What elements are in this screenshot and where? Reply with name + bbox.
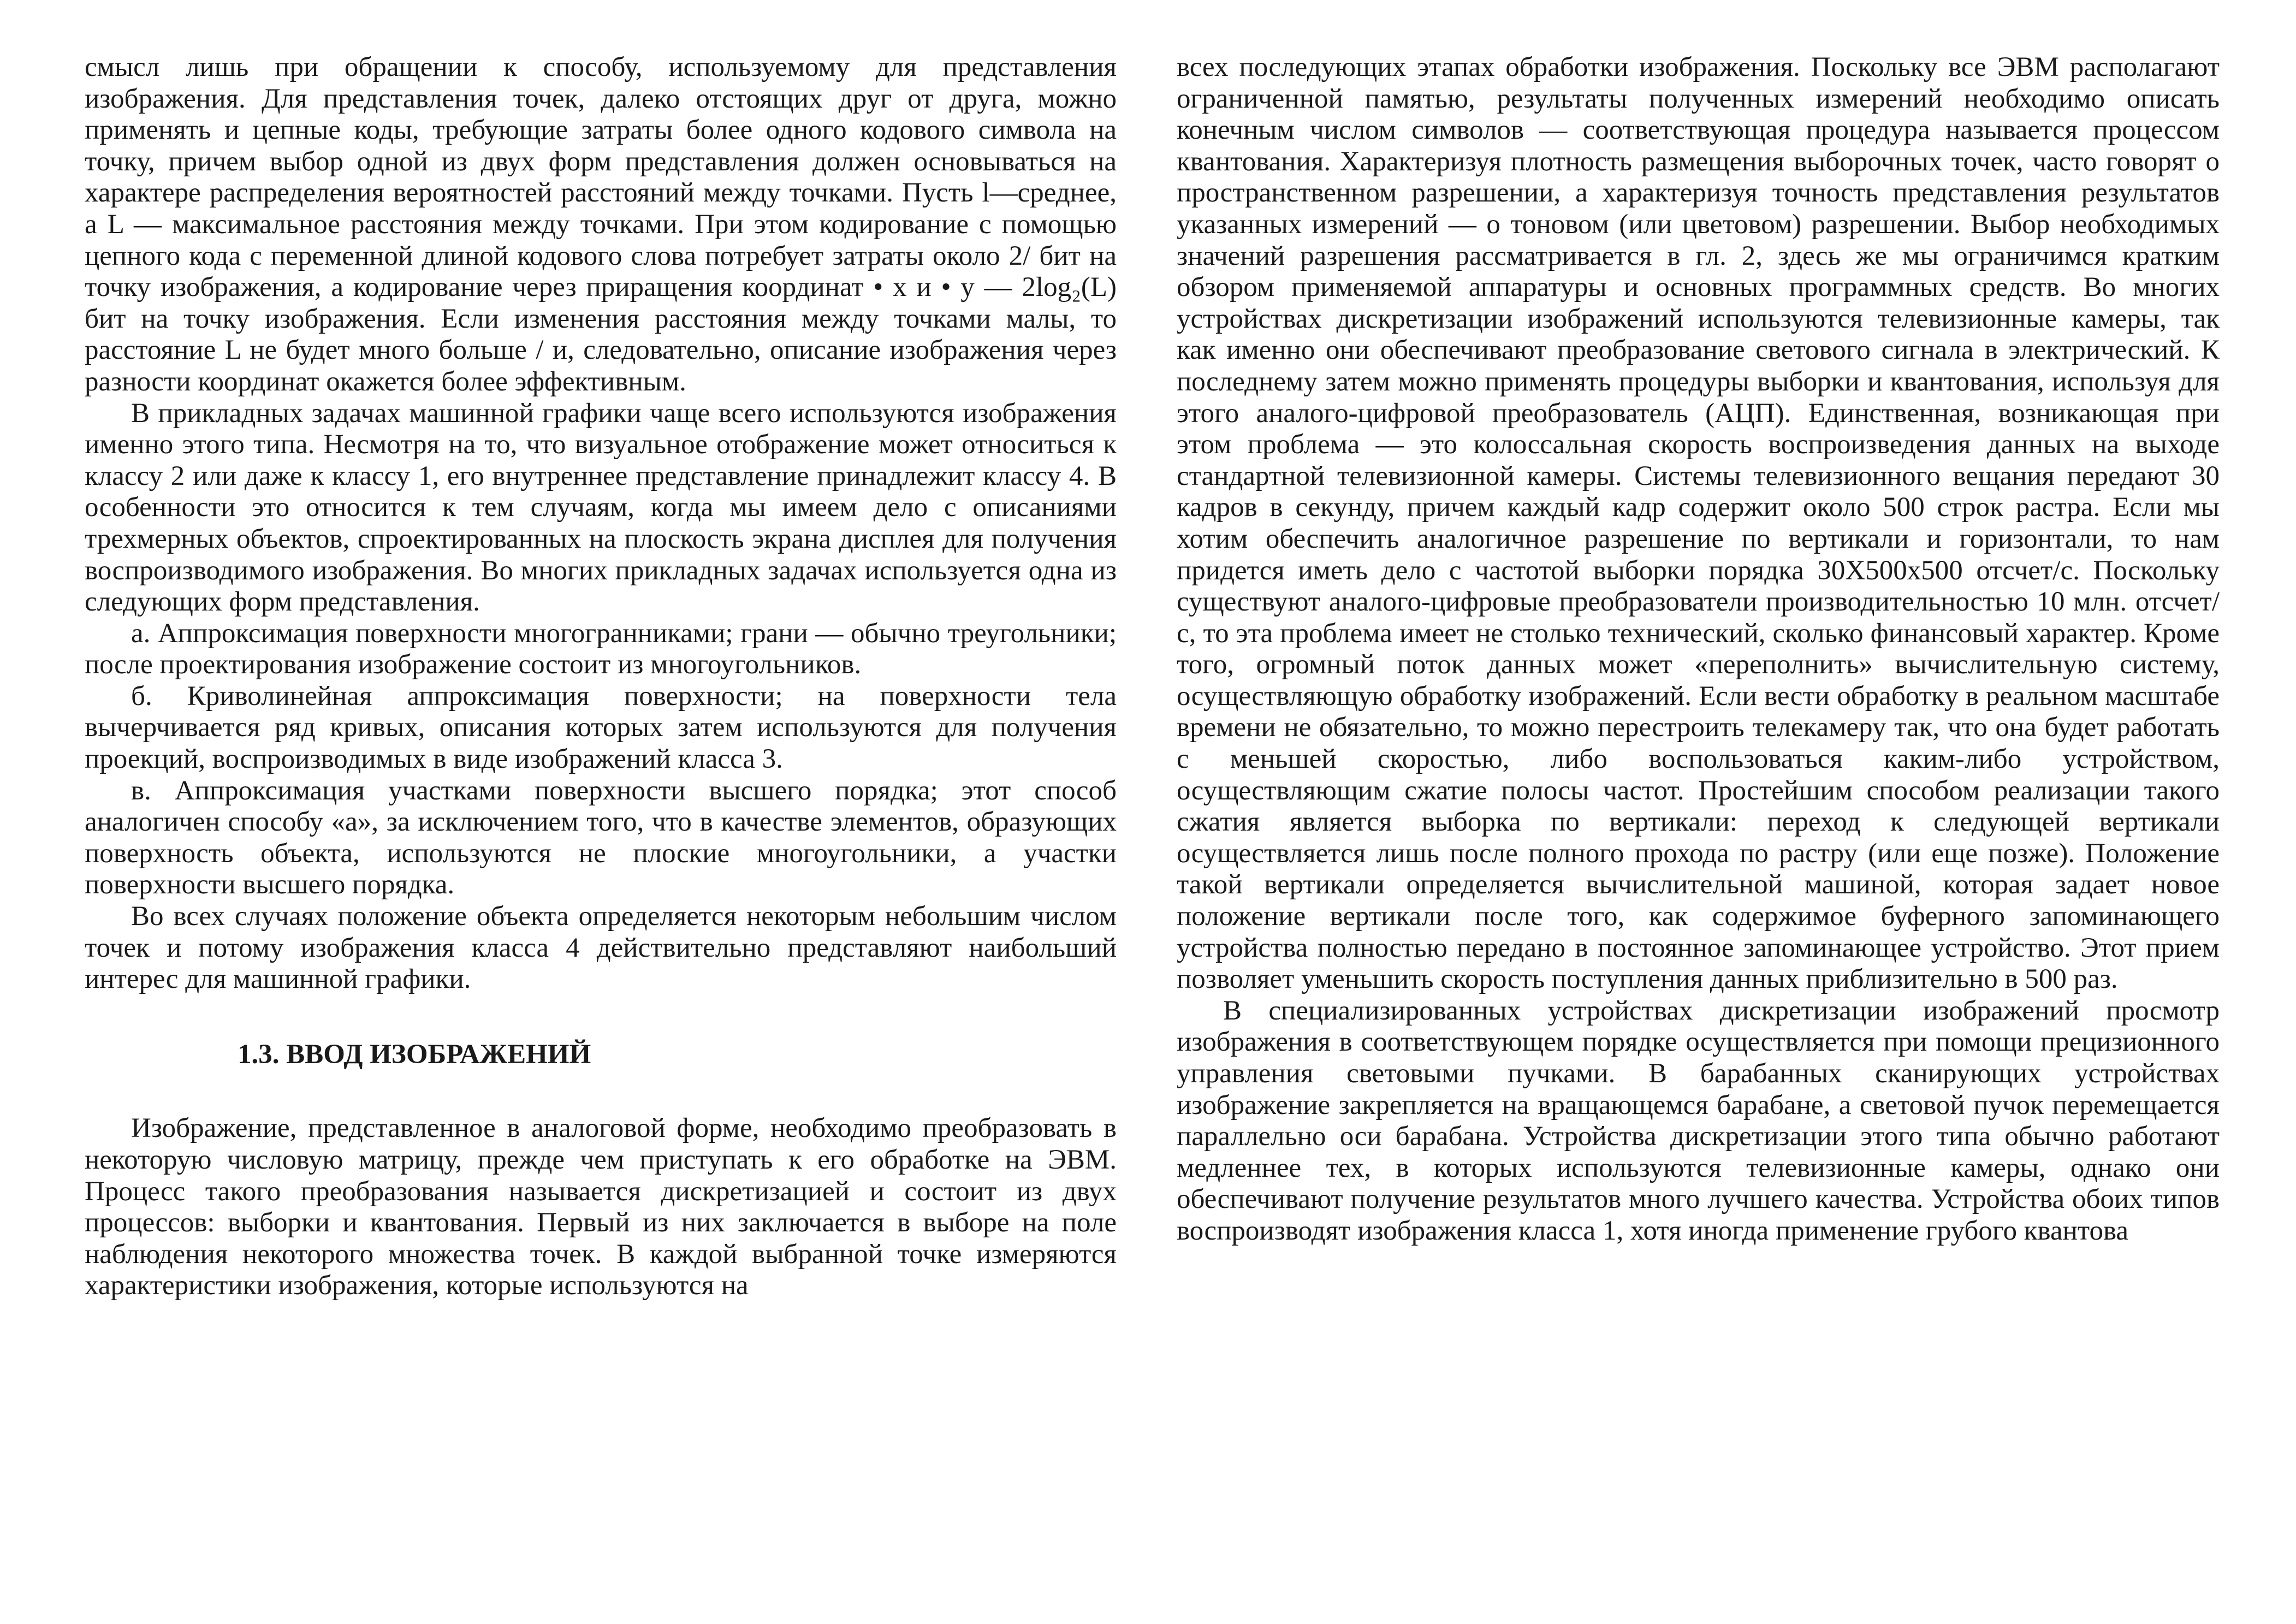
left-column xyxy=(85,52,1117,1302)
paragraph-left-7: Изображение, представленное в аналоговой форме, необходимо преобразовать в некоторую числовую матрицу, прежде чем приступать к его обработке на ЭВМ. Процесс такого преобразования называется дискретизацией и состоит из двух процессов: выборки и квантования. Первый из них заключается в выборе на поле наблюдения некоторого множества точек. В каждой выбранной точке измеряются характеристики изображения, которые используются на xyxy=(85,1113,1117,1301)
list-item-a: а. Аппроксимация поверхности многогранниками; грани — обычно треугольники; после проектирования изображение состоит из многоугольников. xyxy=(85,618,1117,680)
section-heading xyxy=(238,1039,1117,1071)
right-column xyxy=(1177,52,2220,1247)
list-item-b: б. Криволинейная аппроксимация поверхности; на поверхности тела вычерчивается ряд кривых, описания которых затем используются для получения проекций, воспроизводимых в виде изображений класса 3. xyxy=(85,680,1117,775)
paragraph-right-2: В специализированных устройствах дискретизации изображений просмотр изображения в соответствующем порядке осуществляется при помощи прецизионного управления световыми пучками. В барабанных сканирующих устройствах изображение закрепляется на вращающемся барабане, а световой пучок перемещается параллельно оси барабана. Устройства дискретизации этого типа обычно работают медленнее тех, в которых используются телевизионные камеры, однако они обеспечивают получение результатов много лучшего качества. Устройства обоих типов воспроизводят изображения класса 1, хотя иногда применение грубого квантова xyxy=(1177,995,2220,1246)
paragraph-left-6: Во всех случаях положение объекта определяется некоторым небольшим числом точек и потому изображения класса 4 действительно представляют наибольший интерес для машинной графики. xyxy=(85,901,1117,995)
paragraph-left-2: В прикладных задачах машинной графики чаще всего используются изображения именно этого типа. Несмотря на то, что визуальное отображение может относиться к классу 2 или даже к классу 1, его внутреннее представление принадлежит классу 4. В особенности это относится к тем случаям, когда мы имеем дело с описаниями трехмерных объектов, спроектированных на плоскость экрана дисплея для получения воспроизводимого изображения. Во многих прикладных задачах используется одна из следующих форм представления. xyxy=(85,398,1117,618)
paragraph-left-1: смысл лишь при обращении к способу, используемому для представления изображения. Для представления точек, далеко отстоящих друг от друга, можно применять и цепные коды, требующие затраты более одного кодового символа на точку, причем выбор одной из двух форм представления должен основываться на характере распределения вероятностей расстояний между точками. Пусть l—среднее, а L — максимальное расстояния между точками. При этом кодирование с помощью цепного кода с переменной длиной кодового слова потребует затраты около 2/ бит на точку изображения, а кодирование через приращения координат • x и • y — 2log₂(L) бит на точку изображения. Если изменения расстояния между точками малы, то расстояние L не будет много больше / и, следовательно, описание изображения через разности координат окажется более эффективным. xyxy=(85,52,1117,397)
section-heading-text: 1.3. ВВОД ИЗОБРАЖЕНИЙ xyxy=(238,1039,591,1070)
list-item-c: в. Аппроксимация участками поверхности высшего порядка; этот способ аналогичен способу «а», за исключением того, что в качестве элементов, образующих поверхность объекта, используются не плоские многоугольники, а участки поверхности высшего порядка. xyxy=(85,775,1117,900)
paragraph-right-1: всех последующих этапах обработки изображения. Поскольку все ЭВМ располагают ограниченной памятью, результаты полученных измерений необходимо описать конечным числом символов — соответствующая процедура называется процессом квантования. Характеризуя плотность размещения выборочных точек, часто говорят о пространственном разрешении, а характеризуя точность представления результатов указанных измерений — о тоновом (или цветовом) разрешении. Выбор необходимых значений разрешения рассматривается в гл. 2, здесь же мы ограничимся кратким обзором применяемой аппаратуры и основных программных средств. Во многих устройствах дискретизации изображений используются телевизионные камеры, так как именно они обеспечивают преобразование светового сигнала в электрический. К последнему затем можно применять процедуры выборки и квантования, используя для этого аналого-цифровой преобразователь (АЦП). Единственная, возникающая при этом проблема — это колоссальная скорость воспроизведения данных на выходе стандартной телевизионной камеры. Системы телевизионного вещания передают 30 кадров в секунду, причем каждый кадр содержит около 500 строк растра. Если мы хотим обеспечить аналогичное разрешение по вертикали и горизонтали, то нам придется иметь дело с частотой выборки порядка 30Х500х500 отсчет/с. Поскольку существуют аналого-цифровые преобразователи производительностью 10 млн. отсчет/с, то эта проблема имеет не столько технический, сколько финансовый характер. Кроме того, огромный поток данных может «переполнить» вычислительную систему, осуществляющую обработку изображений. Если вести обработку в реальном масштабе времени не обязательно, то можно перестроить телекамеру так, что она будет работать с меньшей скоростью, либо воспользоваться каким-либо устройством, осуществляющим сжатие полосы частот. Простейшим способом реализации такого сжатия является выборка по вертикали: переход к следующей вертикали осуществляется лишь после полного прохода по растру (или еще позже). Положение такой вертикали определяется вычислительной машиной, которая задает новое положение вертикали после того, как содержимое буферного запоминающего устройства полностью передано в постоянное запоминающее устройство. Этот прием позволяет уменьшить скорость поступления данных приблизительно в 500 раз. xyxy=(1177,52,2220,995)
